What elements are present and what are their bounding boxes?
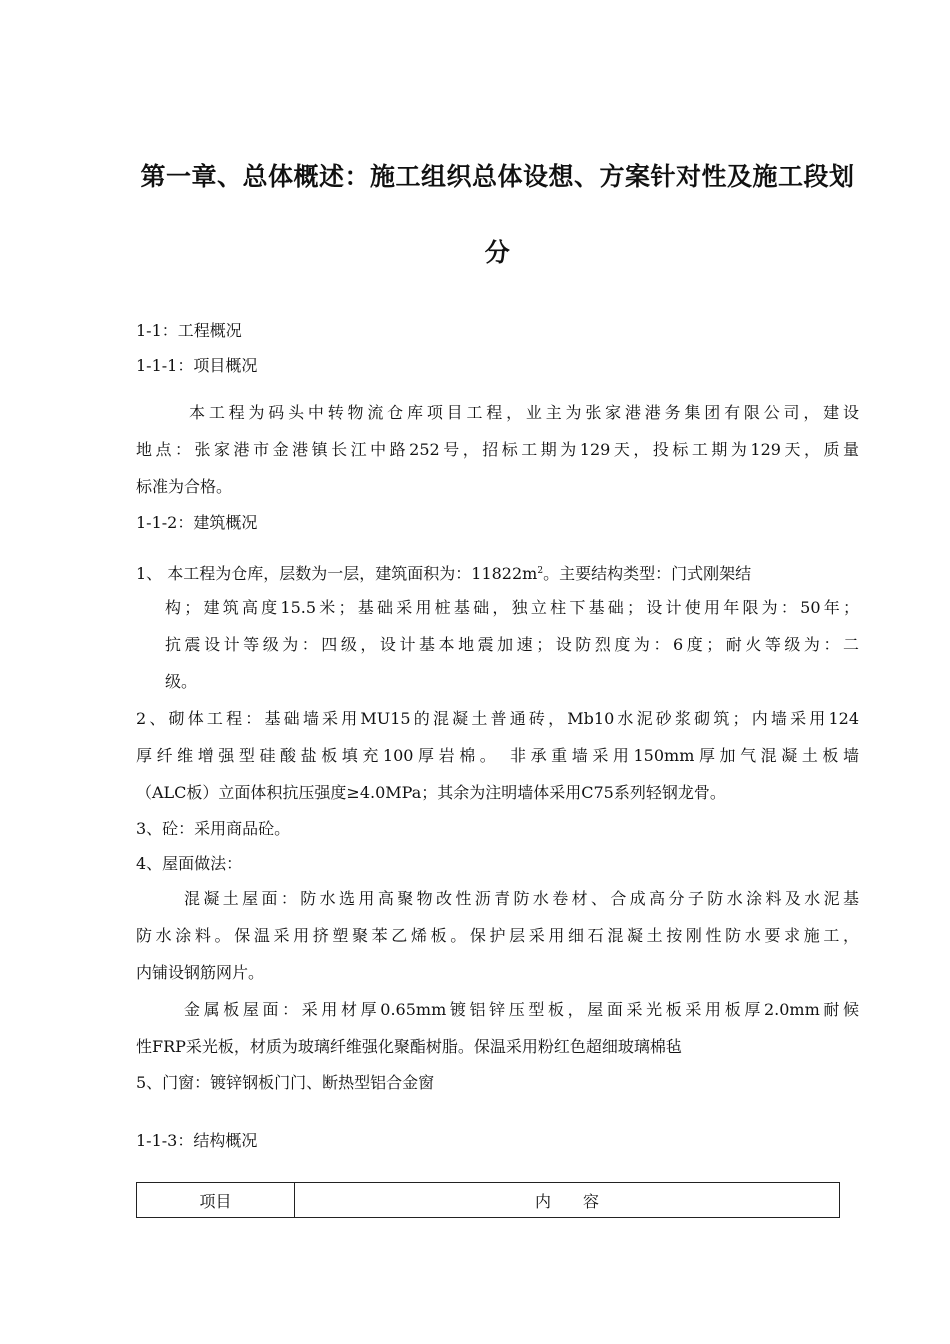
- table-header-content: 内 容: [295, 1183, 840, 1218]
- item2-line2: 厚纤维增强型硅酸盐板填充100厚岩棉。 非承重墙采用150mm厚加气混凝土板墙: [136, 746, 859, 765]
- concrete-roof-line3: 内铺设钢筋网片。: [136, 963, 265, 982]
- item2-line1: 2、砌体工程：基础墙采用MU15的混凝土普通砖，Mb10水泥砂浆砌筑；内墙采用124: [136, 709, 859, 728]
- item1-line1-text: [136, 560, 751, 585]
- table-header-item: 项目: [137, 1183, 295, 1218]
- heading-1-1: 1-1：工程概况: [136, 321, 242, 340]
- heading-1-1-1: 1-1-1：项目概况: [136, 356, 258, 375]
- chapter-title-line2: 分: [484, 238, 511, 267]
- concrete-roof-line1: 混凝土屋面：防水选用高聚物改性沥青防水卷材、合成高分子防水涂料及水泥基: [184, 889, 859, 908]
- concrete-roof-line2: 防水涂料。保温采用挤塑聚苯乙烯板。保护层采用细石混凝土按刚性防水要求施工，: [136, 926, 859, 945]
- project-para-line1: 本工程为码头中转物流仓库项目工程，业主为张家港港务集团有限公司，建设: [189, 403, 859, 422]
- table-header-row: [137, 1183, 840, 1218]
- item1-line1: [136, 560, 859, 585]
- chapter-title-line1: 第一章、总体概述：施工组织总体设想、方案针对性及施工段划: [140, 162, 855, 191]
- item3: 3、砼：采用商品砼。: [136, 819, 291, 838]
- item1-line3: 抗震设计等级为：四级，设计基本地震加速；设防烈度为：6度；耐火等级为：二: [165, 635, 859, 654]
- metal-roof-line2: 性FRP采光板，材质为玻璃纤维强化聚酯树脂。保温采用粉红色超细玻璃棉毡: [136, 1037, 682, 1056]
- project-para-line2: 地点：张家港市金港镇长江中路252号，招标工期为129天，投标工期为129天，质量: [136, 440, 859, 459]
- structure-table: [136, 1182, 840, 1218]
- item1-structure-text: 。主要结构类型：门式刚架结: [543, 564, 752, 583]
- item1-line2: 构；建筑高度15.5米；基础采用桩基础，独立柱下基础；设计使用年限为：50年；: [165, 598, 859, 617]
- heading-1-1-3: 1-1-3：结构概况: [136, 1131, 258, 1150]
- item1-line4: 级。: [165, 672, 198, 691]
- project-para-line3: 标准为合格。: [136, 477, 233, 496]
- item1-area-text: 1、 本工程为仓库，层数为一层，建筑面积为：11822m: [136, 564, 538, 583]
- item5: 5、门窗：镀锌钢板门门、断热型铝合金窗: [136, 1073, 435, 1092]
- item2-line3: （ALC板）立面体积抗压强度≥4.0MPa；其余为注明墙体采用C75系列轻钢龙骨。: [136, 783, 726, 802]
- item4: 4、屋面做法：: [136, 854, 243, 873]
- metal-roof-line1: 金属板屋面：采用材厚0.65mm镀铝锌压型板，屋面采光板采用板厚2.0mm耐候: [184, 1000, 859, 1019]
- item1-area-sup: 2: [537, 566, 544, 576]
- heading-1-1-2: 1-1-2：建筑概况: [136, 513, 258, 532]
